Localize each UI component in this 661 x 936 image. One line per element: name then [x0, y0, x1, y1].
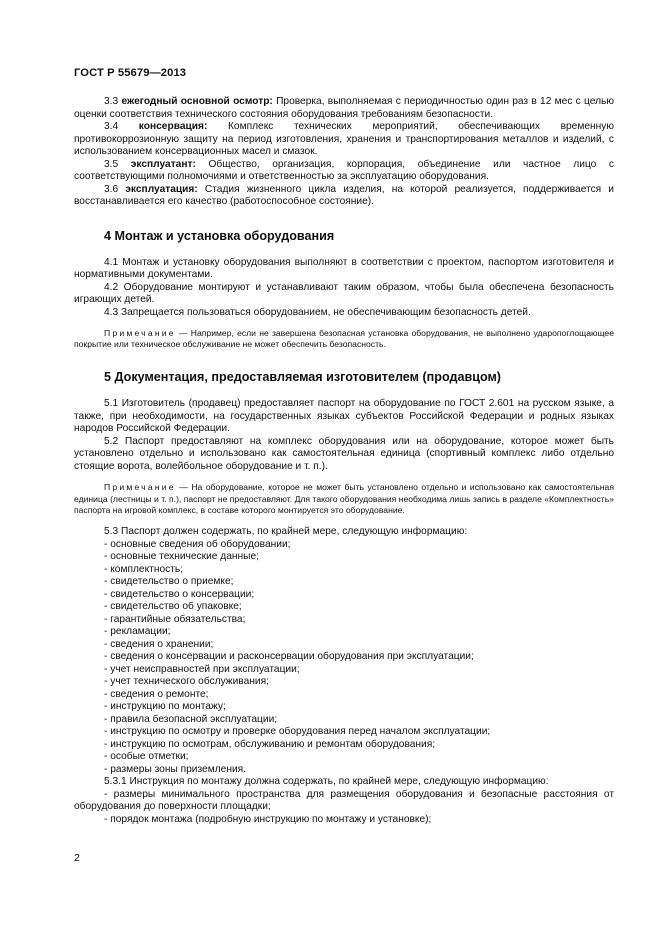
definition-3-4: [74, 121, 614, 159]
list-item: - основные сведения об оборудовании;: [74, 539, 614, 552]
list-item-wrapped: [74, 789, 614, 814]
list-item: - комплектность;: [74, 564, 614, 577]
list-item: - сведения о консервации и расконсервации оборудования при эксплуатации;: [74, 651, 614, 664]
note-text: — Например, если не завершена безопасная установка оборудования, не выполнено удaропоглощающее покрытие или техническое обслуживание не может обеспечить безопасность.: [74, 328, 614, 350]
definition-text: Стадия жизненного цикла изделия, на которой реализуется, поддерживается и восстанавливается его качество (работоспособное состояние).: [74, 183, 614, 207]
document-body: [74, 96, 614, 826]
section-4-heading: 4 Монтаж и установка оборудования: [104, 228, 335, 243]
definition-text: Общество, организация, корпорация, объединение или частное лицо с соответствующими полномочиями и ответственностью за эксплуатацию оборудования.: [74, 158, 614, 182]
definition-3-6: [74, 184, 614, 209]
install-instruction-list: [74, 814, 614, 827]
list-item: - инструкцию по осмотру и проверке оборудования перед началом эксплуатации;: [74, 726, 614, 739]
list-item: - основные технические данные;: [74, 551, 614, 564]
list-item: - порядок монтажа (подробную инструкцию по монтажу и установке);: [74, 814, 614, 827]
term: ежегодный основной осмотр:: [121, 96, 273, 107]
clause-number: 3.6: [104, 183, 119, 195]
note-label: Примечание: [104, 328, 176, 338]
list-item: - особые отметки;: [74, 751, 614, 764]
page-number: 2: [74, 852, 80, 864]
dash: -: [104, 788, 114, 800]
list-item: - учет технического обслуживания;: [74, 676, 614, 689]
list-item: - правила безопасной эксплуатации;: [74, 714, 614, 727]
clause-number: 3.5: [104, 158, 119, 170]
list-item: - учет неисправностей при эксплуатации;: [74, 664, 614, 677]
clause-number: 3.3: [104, 96, 119, 107]
list-item: - свидетельство об упаковке;: [74, 601, 614, 614]
clause-5-1: 5.1 Изготовитель (продавец) предоставляет паспорт на оборудование по ГОСТ 2.601 на русском языке, а также, при необходимости, на государственных языках субъектов Российской Федерации и родных языках народов Российской Федерации.: [74, 398, 614, 435]
list-item: - сведения о хранении;: [74, 639, 614, 652]
passport-contents-list: [74, 539, 614, 777]
section-5-heading: 5 Документация, предоставляемая изготовителем (продавцом): [104, 370, 501, 385]
clause-5-3-1: 5.3.1 Инструкция по монтажу должна содержать, по крайней мере, следующую информацию:: [104, 776, 549, 788]
term: эксплуатант:: [130, 158, 196, 170]
clause-5-3: 5.3 Паспорт должен содержать, по крайней мере, следующую информацию:: [104, 526, 468, 538]
list-item: - рекламации;: [74, 626, 614, 639]
definition-3-3: [74, 96, 614, 121]
list-item: - гарантийные обязательства;: [74, 614, 614, 627]
list-item: - инструкцию по монтажу;: [74, 701, 614, 714]
definition-text: Проверка, выполняемая с периодичностью один раз в 12 мес с целью оценки соответствия технического состояния оборудования требованиям безопасности.: [74, 96, 614, 120]
list-item: - инструкцию по осмотрам, обслуживанию и ремонтам оборудования;: [74, 739, 614, 752]
note-section-5: [74, 482, 614, 516]
list-item: - свидетельство о консервации;: [74, 589, 614, 602]
list-item: - свидетельство о приемке;: [74, 576, 614, 589]
document-header: ГОСТ Р 55679—2013: [74, 67, 187, 79]
clause-4-2: 4.2 Оборудование монтируют и устанавливают таким образом, чтобы была обеспечена безопасность играющих детей.: [74, 281, 614, 305]
definition-3-5: [74, 159, 614, 184]
clause-5-2: 5.2 Паспорт предоставляют на комплекс оборудования или на оборудование, которое может быть установлено отдельно и использовано как самостоятельная единица (спортивный комплекс либо отдельно стоящие ворота, волейбольное оборудование и т. п.).: [74, 435, 614, 472]
clause-number: 3.4: [104, 121, 119, 132]
definition-text: Комплекс технических мероприятий, обеспечивающих временную противокоррозионную защиту на период изготовления, хранения и транспортирования металлов и изделий, с использованием консервационных масел и смазок.: [74, 121, 614, 157]
list-item-text: размеры минимального пространства для размещения оборудования и безопасные расстояния от оборудования до поверхности площадки;: [74, 788, 614, 813]
note-section-4: [74, 328, 614, 350]
note-text: — На оборудование, которое не может быть установлено отдельно и использовано как самостоятельная единица (лестницы и т. п.), паспорт не предоставляют. Для такого оборудования необходима лишь запись в разделе «Комплектность» паспорта на игровой комплекс, в составе которого монтируется это оборудование.: [74, 482, 614, 515]
list-item: - сведения о ремонте;: [74, 689, 614, 702]
note-label: Примечание: [104, 482, 176, 493]
clause-4-1: 4.1 Монтаж и установку оборудования выполняют в соответствии с проектом, паспортом изготовителя и нормативными документами.: [74, 256, 614, 280]
clause-4-3: 4.3 Запрещается пользоваться оборудованием, не обеспечивающим безопасность детей.: [104, 306, 531, 318]
term: эксплуатация:: [125, 183, 198, 195]
term: консервация:: [138, 121, 208, 132]
list-item: - размеры зоны приземления.: [74, 764, 614, 777]
